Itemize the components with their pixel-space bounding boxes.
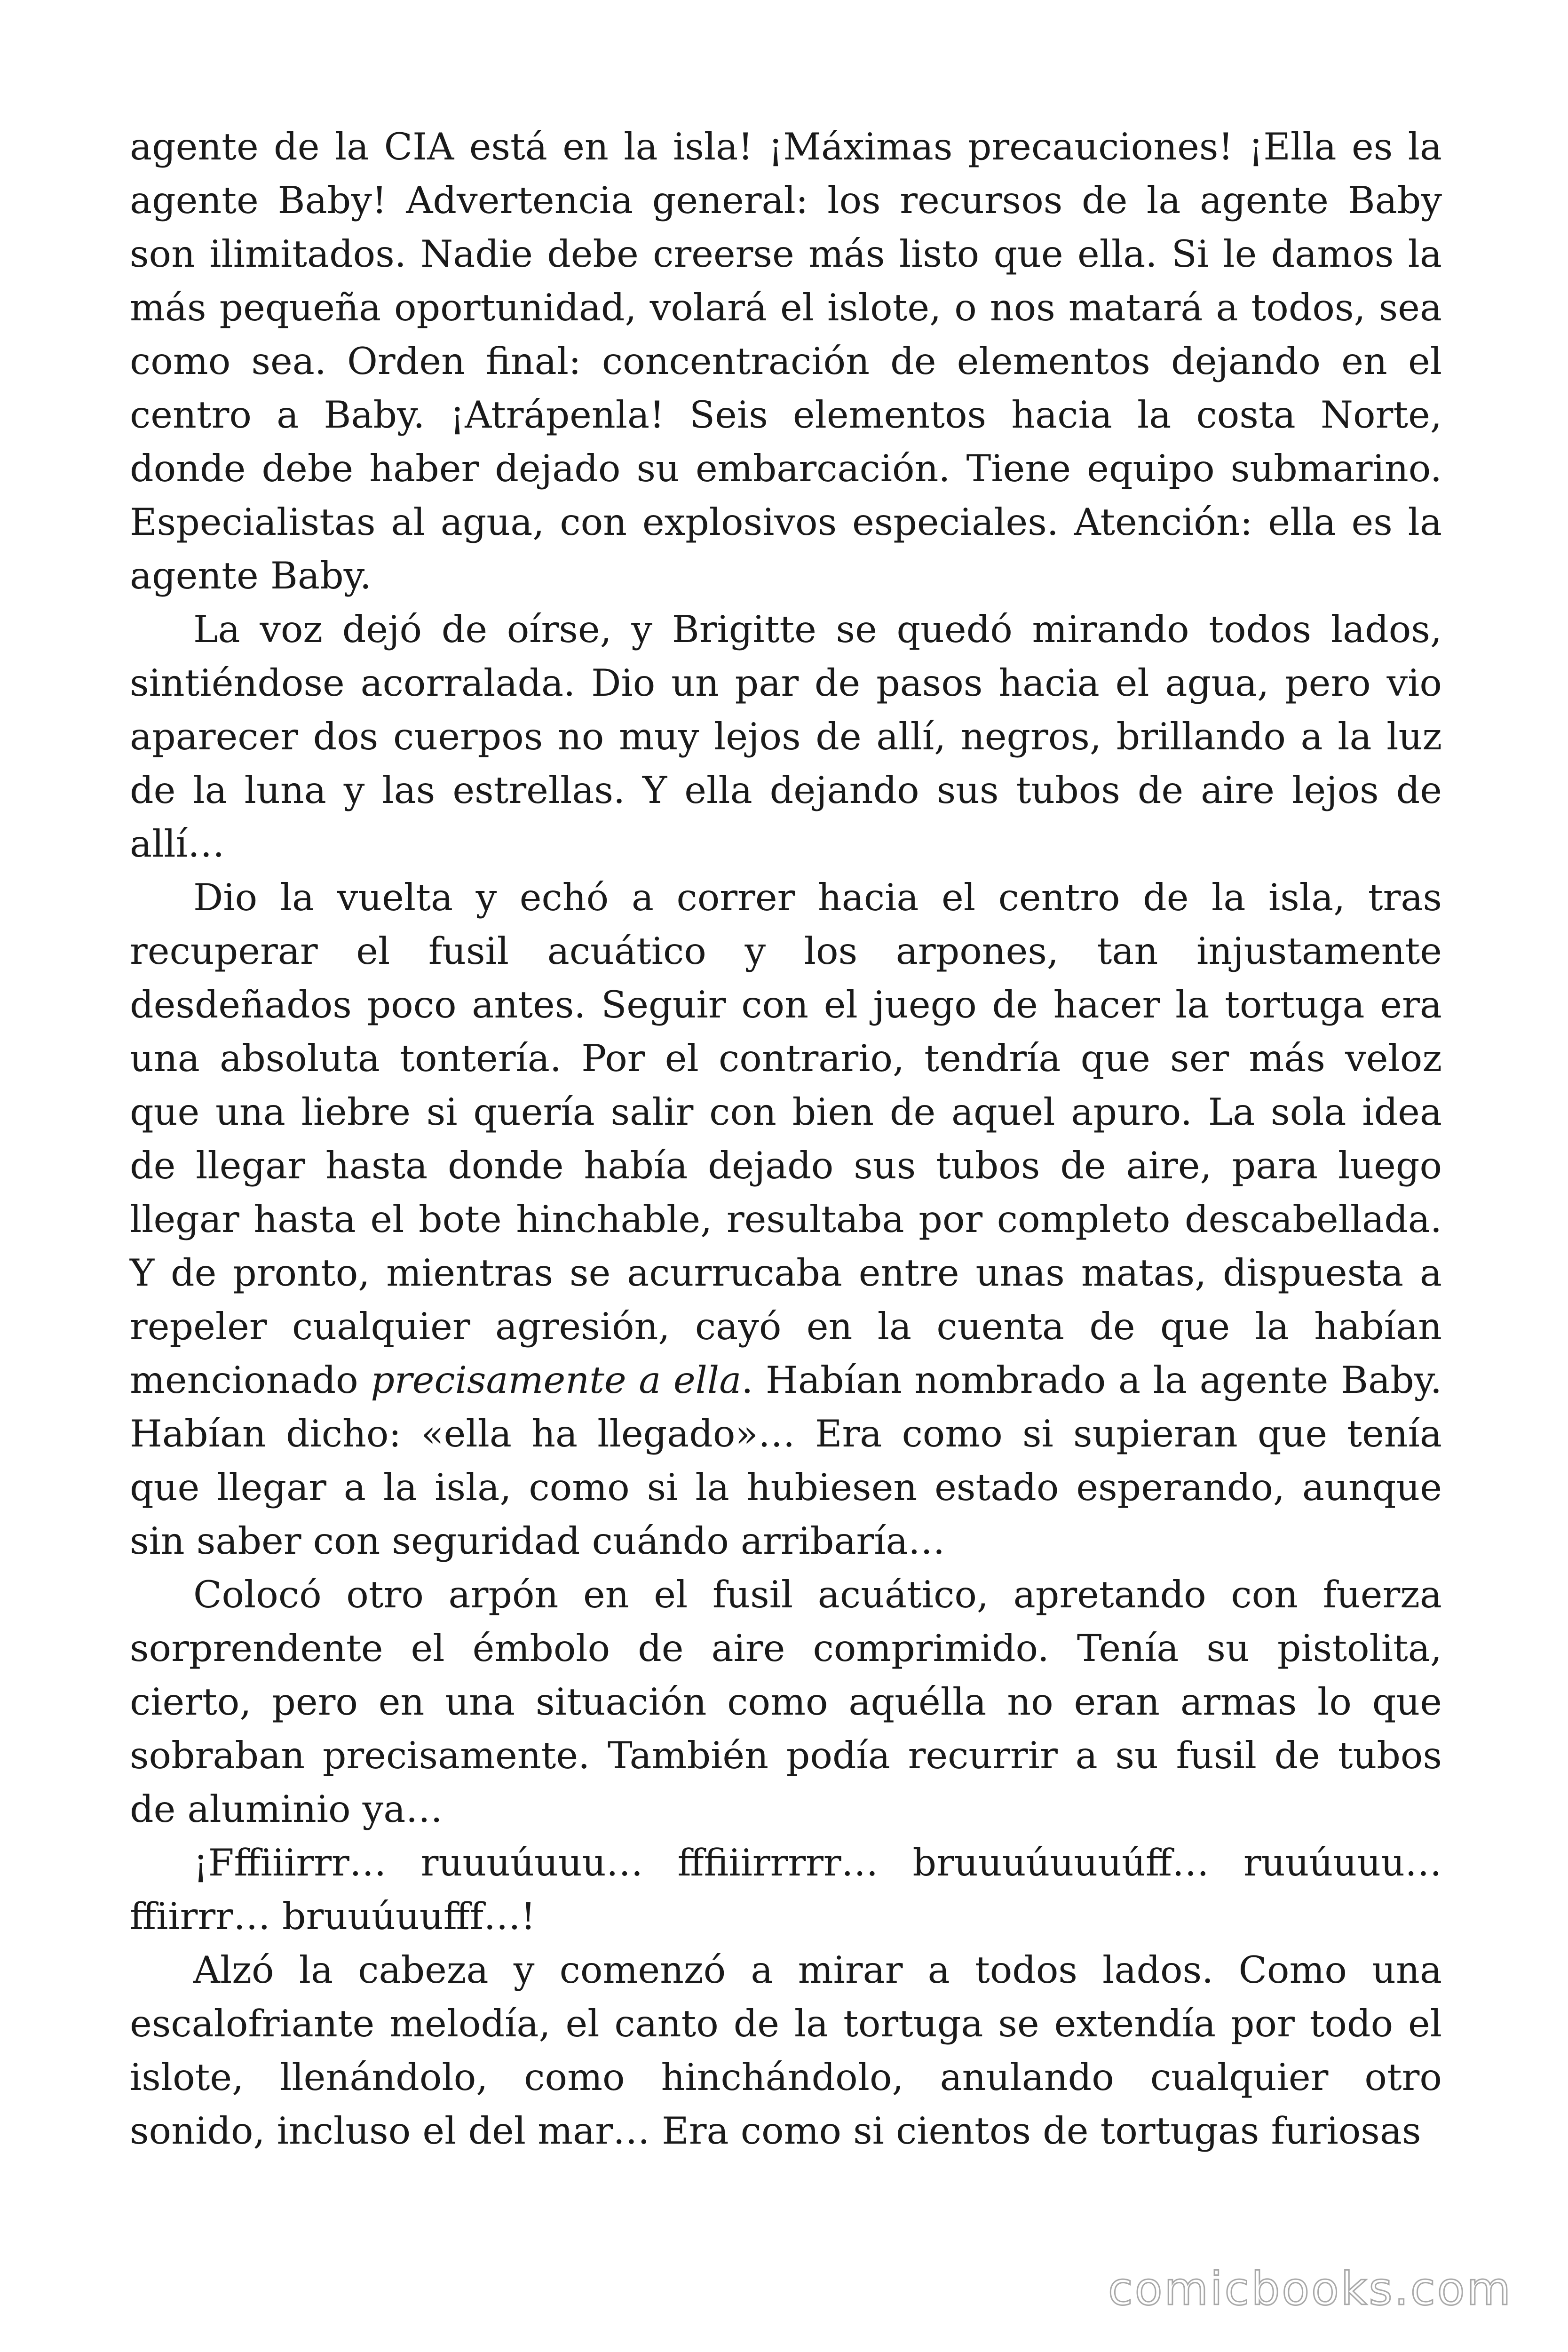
paragraph-3-after: . Habían nombrado a la agente Baby. Habían dicho: «ella ha llegado»… Era como si supieran que tenía que llegar a la isla, como si la hubiesen estado esperando, aunque sin saber con seguridad cuándo arribaría… [130, 1359, 1442, 1563]
paragraph-3 [130, 871, 1442, 1568]
paragraph-6: Alzó la cabeza y comenzó a mirar a todos lados. Como una escalofriante melodía, el canto de la tortuga se extendía por todo el islote, llenándolo, como hinchándolo, anulando cualquier otro sonido, incluso el del mar… Era como si cientos de tortugas furiosas [130, 1948, 1442, 2153]
paragraph-4: Colocó otro arpón en el fusil acuático, apretando con fuerza sorprendente el émbolo de aire comprimido. Tenía su pistolita, cierto, pero en una situación como aquélla no eran armas lo que sobraban precisamente. También podía recurrir a su fusil de tubos de aluminio ya… [130, 1573, 1442, 1831]
emphasized-phrase: precisamente a ella [371, 1359, 742, 1402]
paragraph-1: agente de la CIA está en la isla! ¡Máximas precauciones! ¡Ella es la agente Baby! Advertencia general: los recursos de la agente Baby son ilimitados. Nadie debe creerse más listo que ella. Si le damos la más pequeña oportunidad, volará el islote, o nos matará a todos, sea como sea. Orden final: concentración de elementos dejando en el centro a Baby. ¡Atrápenla! Seis elementos hacia la costa Norte, donde debe haber dejado su embarcación. Tiene equipo submarino. Especialistas al agua, con explosivos especiales. Atención: ella es la agente Baby. [130, 125, 1442, 597]
body-text [130, 120, 1442, 2158]
paragraph-5: ¡Fffiiirrr… ruuuúuuu… fffiiirrrrr… bruuuúuuuúff… ruuúuuu… ffiirrr… bruuúuufff…! [130, 1841, 1442, 1938]
paragraph-3-before: Dio la vuelta y echó a correr hacia el centro de la isla, tras recuperar el fusil acuático y los arpones, tan injustamente desdeñados poco antes. Seguir con el juego de hacer la tortuga era una absoluta tontería. Por el contrario, tendría que ser más veloz que una liebre si quería salir con bien de aquel apuro. La sola idea de llegar hasta donde había dejado sus tubos de aire, para luego llegar hasta el bote hinchable, resultaba por completo descabellada. Y de pronto, mientras se acurrucaba entre unas matas, dispuesta a repeler cualquier agresión, cayó en la cuenta de que la habían mencionado [130, 876, 1442, 1402]
paragraph-2: La voz dejó de oírse, y Brigitte se quedó mirando todos lados, sintiéndose acorralada. Dio un par de pasos hacia el agua, pero vio aparecer dos cuerpos no muy lejos de allí, negros, brillando a la luz de la luna y las estrellas. Y ella dejando sus tubos de aire lejos de allí… [130, 608, 1442, 866]
watermark: comicbooks.com [1108, 2263, 1513, 2315]
